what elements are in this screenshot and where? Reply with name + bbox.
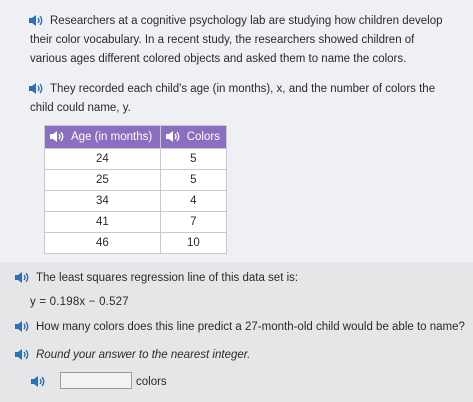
speaker-icon[interactable]: [49, 130, 66, 143]
table-row: [45, 212, 227, 233]
speaker-icon[interactable]: [165, 130, 182, 143]
rounding-instruction: [14, 346, 469, 365]
speaker-icon[interactable]: [14, 348, 31, 361]
header-age-label: Age (in months): [71, 130, 153, 143]
regression-statement-text: The least squares regression line of this data set is:: [36, 272, 299, 284]
speaker-icon[interactable]: [14, 271, 31, 284]
age-cell: 46: [45, 233, 161, 254]
colors-cell: 7: [160, 212, 226, 233]
table-row: [45, 170, 227, 191]
header-colors-label: Colors: [186, 130, 220, 143]
colors-cell: 5: [160, 149, 226, 170]
age-cell: 24: [45, 149, 161, 170]
table-header-row: [45, 126, 227, 149]
age-cell: 41: [45, 212, 161, 233]
answer-row: [30, 372, 473, 392]
answer-unit: colors: [136, 376, 167, 388]
speaker-icon[interactable]: [28, 14, 45, 27]
speaker-icon[interactable]: [28, 82, 45, 95]
data-description: [30, 80, 460, 118]
intro-line-1: Researchers at a cognitive psychology lab are studying how children develop: [50, 15, 443, 27]
table-row: [45, 233, 227, 254]
intro-line-2: their color vocabulary. In a recent study, the researchers showed children of: [30, 34, 415, 46]
data-table: [44, 125, 227, 254]
intro-line-4: They recorded each child's age (in months), x, and the number of colors the: [50, 83, 436, 95]
question-prompt: [14, 318, 469, 337]
intro-line-5: child could name, y.: [30, 102, 131, 114]
colors-cell: 5: [160, 170, 226, 191]
intro-paragraph: [30, 12, 460, 69]
question-prompt-text: How many colors does this line predict a 27-month-old child would be able to name?: [36, 321, 465, 333]
age-cell: 34: [45, 191, 161, 212]
colors-cell: 10: [160, 233, 226, 254]
speaker-icon[interactable]: [30, 375, 47, 388]
intro-line-3: various ages different colored objects and asked them to name the colors.: [30, 53, 407, 65]
rounding-instruction-text: Round your answer to the nearest integer.: [36, 349, 251, 361]
speaker-icon[interactable]: [14, 320, 31, 333]
header-colors: [160, 126, 226, 149]
age-cell: 25: [45, 170, 161, 191]
table-row: [45, 149, 227, 170]
table-row: [45, 191, 227, 212]
regression-statement: [14, 269, 469, 288]
answer-input[interactable]: [60, 372, 132, 389]
colors-cell: 4: [160, 191, 226, 212]
header-age: [45, 126, 161, 149]
regression-equation: y = 0.198x − 0.527: [30, 296, 129, 308]
